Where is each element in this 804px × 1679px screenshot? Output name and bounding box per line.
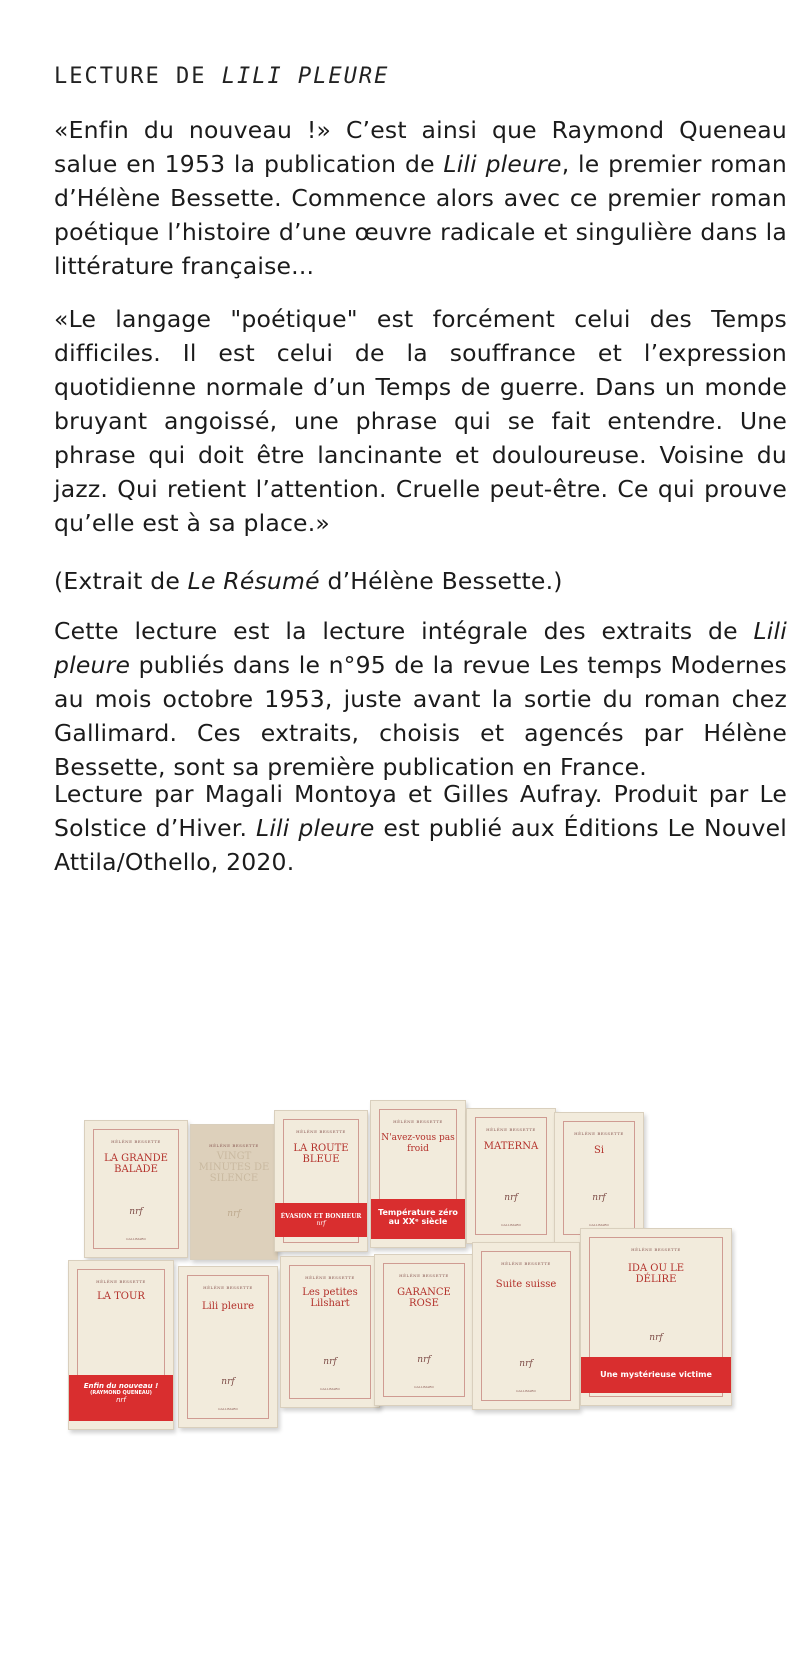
section-heading bbox=[54, 64, 389, 89]
book-la-route-bleue bbox=[274, 1110, 368, 1252]
intro-book-title: Lili pleure bbox=[443, 150, 562, 178]
book-title: Lili pleure bbox=[201, 1301, 255, 1312]
book-materna bbox=[466, 1108, 556, 1244]
reading-book-title: Lili pleure bbox=[54, 617, 787, 679]
book-author: HÉLÈNE BESSETTE bbox=[305, 1275, 355, 1280]
book-lili-pleure bbox=[178, 1266, 278, 1428]
source-text-a: (Extrait de bbox=[54, 567, 188, 595]
book-author: HÉLÈNE BESSETTE bbox=[393, 1119, 443, 1124]
book-band bbox=[69, 1375, 173, 1421]
book-publisher: GALLIMARD bbox=[589, 1223, 609, 1227]
book-author: HÉLÈNE BESSETTE bbox=[96, 1279, 146, 1284]
book-title: GARANCE ROSE bbox=[397, 1287, 451, 1309]
book-title: Si bbox=[593, 1145, 605, 1156]
book-title: LA TOUR bbox=[97, 1291, 145, 1302]
book-author: HÉLÈNE BESSETTE bbox=[486, 1127, 536, 1132]
book-la-grande-balade bbox=[84, 1120, 188, 1258]
book-band bbox=[371, 1199, 465, 1239]
book-title: Suite suisse bbox=[495, 1279, 557, 1290]
quote-paragraph: «Le langage "poétique" est forcément celui des Temps difficiles. Il est celui de la souffrance et l’expression quotidienne normale d’un Temps de guerre. Dans un monde bruyant angoissé, une phrase qui se fait entendre. Une phrase qui doit être lancinante et douloureuse. Voisine du jazz. Qui retient l’attention. Cruelle peut-être. Ce qui prouve qu’elle est à sa place.» bbox=[54, 305, 787, 537]
band-text: Température zéro bbox=[378, 1208, 458, 1217]
book-ida-ou-le-delire bbox=[580, 1228, 732, 1406]
book-publisher: GALLIMARD bbox=[320, 1387, 340, 1391]
credits-book-title: Lili pleure bbox=[256, 814, 375, 842]
quote-source bbox=[54, 564, 787, 598]
nrf-logo: nrf bbox=[323, 1357, 337, 1367]
book-author: HÉLÈNE BESSETTE bbox=[631, 1247, 681, 1252]
book-title: Les petites Lilshart bbox=[302, 1287, 358, 1309]
book-author: HÉLÈNE BESSETTE bbox=[501, 1261, 551, 1266]
intro-text-a: «Enfin du nouveau !» C’est ainsi que Raymond Queneau salue en 1953 la publication de bbox=[54, 116, 787, 178]
book-les-petites-lilshart bbox=[280, 1256, 380, 1408]
band-text: Une mystérieuse victime bbox=[600, 1370, 712, 1379]
credits-text-c: est publié aux Éditions Le Nouvel Attila/Othello, 2020. bbox=[54, 814, 787, 876]
reading-text-c: publiés dans le n°95 de la revue Les temps Modernes au mois octobre 1953, juste avant la sortie du roman chez Gallimard. Ces extraits, choisis et agencés par Hélène Bessette, sont sa première publication en France. bbox=[54, 651, 787, 781]
heading-title: LILI PLEURE bbox=[221, 64, 390, 89]
nrf-logo: nrf bbox=[649, 1333, 663, 1343]
book-si bbox=[554, 1112, 644, 1244]
nrf-logo: nrf bbox=[129, 1207, 143, 1217]
book-publisher: GALLIMARD bbox=[126, 1237, 146, 1241]
book-title: N'avez-vous pas froid bbox=[381, 1133, 455, 1154]
book-author: HÉLÈNE BESSETTE bbox=[574, 1131, 624, 1136]
book-author: HÉLÈNE BESSETTE bbox=[399, 1273, 449, 1278]
nrf-logo: nrf bbox=[504, 1193, 518, 1203]
band-text: ÉVASION ET BONHEUR bbox=[280, 1213, 362, 1220]
book-title: LA GRANDE BALADE bbox=[104, 1153, 168, 1175]
reading-description bbox=[54, 614, 787, 784]
book-band bbox=[275, 1203, 367, 1237]
nrf-logo: nrf bbox=[519, 1359, 533, 1369]
nrf-logo: nrf bbox=[316, 1220, 326, 1227]
book-author: HÉLÈNE BESSETTE bbox=[111, 1139, 161, 1144]
book-author: HÉLÈNE BESSETTE bbox=[203, 1285, 253, 1290]
credits-paragraph bbox=[54, 777, 787, 879]
book-title: LA ROUTE BLEUE bbox=[293, 1143, 349, 1165]
book-navez-vous-pas-froid bbox=[370, 1100, 466, 1248]
book-author: HÉLÈNE BESSETTE bbox=[296, 1129, 346, 1134]
book-publisher: GALLIMARD bbox=[414, 1385, 434, 1389]
book-author: HÉLÈNE BESSETTE bbox=[209, 1143, 259, 1148]
nrf-logo: nrf bbox=[592, 1193, 606, 1203]
intro-paragraph bbox=[54, 113, 787, 283]
book-suite-suisse bbox=[472, 1242, 580, 1410]
nrf-logo: nrf bbox=[417, 1355, 431, 1365]
book-publisher: GALLIMARD bbox=[218, 1407, 238, 1411]
intro-text-c: , le premier roman d’Hélène Bessette. Commence alors avec ce premier roman poétique l’histoire d’une œuvre radicale et singulière dans la littérature française... bbox=[54, 150, 787, 280]
book-la-tour bbox=[68, 1260, 174, 1430]
reading-text-a: Cette lecture est la lecture intégrale des extraits de bbox=[54, 617, 754, 645]
nrf-logo: nrf bbox=[221, 1377, 235, 1387]
band-subtext: (RAYMOND QUENEAU) bbox=[90, 1390, 152, 1396]
book-title: IDA OU LE DÉLIRE bbox=[627, 1263, 685, 1285]
book-band bbox=[581, 1357, 731, 1393]
book-vingt-minutes-de-silence bbox=[190, 1124, 278, 1260]
heading-prefix: LECTURE DE bbox=[54, 64, 222, 89]
book-publisher: GALLIMARD bbox=[516, 1389, 536, 1393]
nrf-logo: nrf bbox=[227, 1209, 241, 1219]
book-title: MATERNA bbox=[483, 1141, 539, 1152]
book-publisher: GALLIMARD bbox=[501, 1223, 521, 1227]
book-garance-rose bbox=[374, 1254, 474, 1406]
source-text-c: d’Hélène Bessette.) bbox=[319, 567, 563, 595]
nrf-logo: nrf bbox=[116, 1396, 126, 1404]
source-book-title: Le Résumé bbox=[187, 567, 320, 595]
band-text: Enfin du nouveau ! bbox=[83, 1382, 159, 1390]
band-subtext: au XXᵉ siècle bbox=[388, 1217, 448, 1226]
credits-text-a: Lecture par Magali Montoya et Gilles Aufray. Produit par Le Solstice d’Hiver. bbox=[54, 780, 787, 842]
book-title: VINGT MINUTES DE SILENCE bbox=[198, 1151, 270, 1184]
books-photo bbox=[56, 1088, 786, 1542]
